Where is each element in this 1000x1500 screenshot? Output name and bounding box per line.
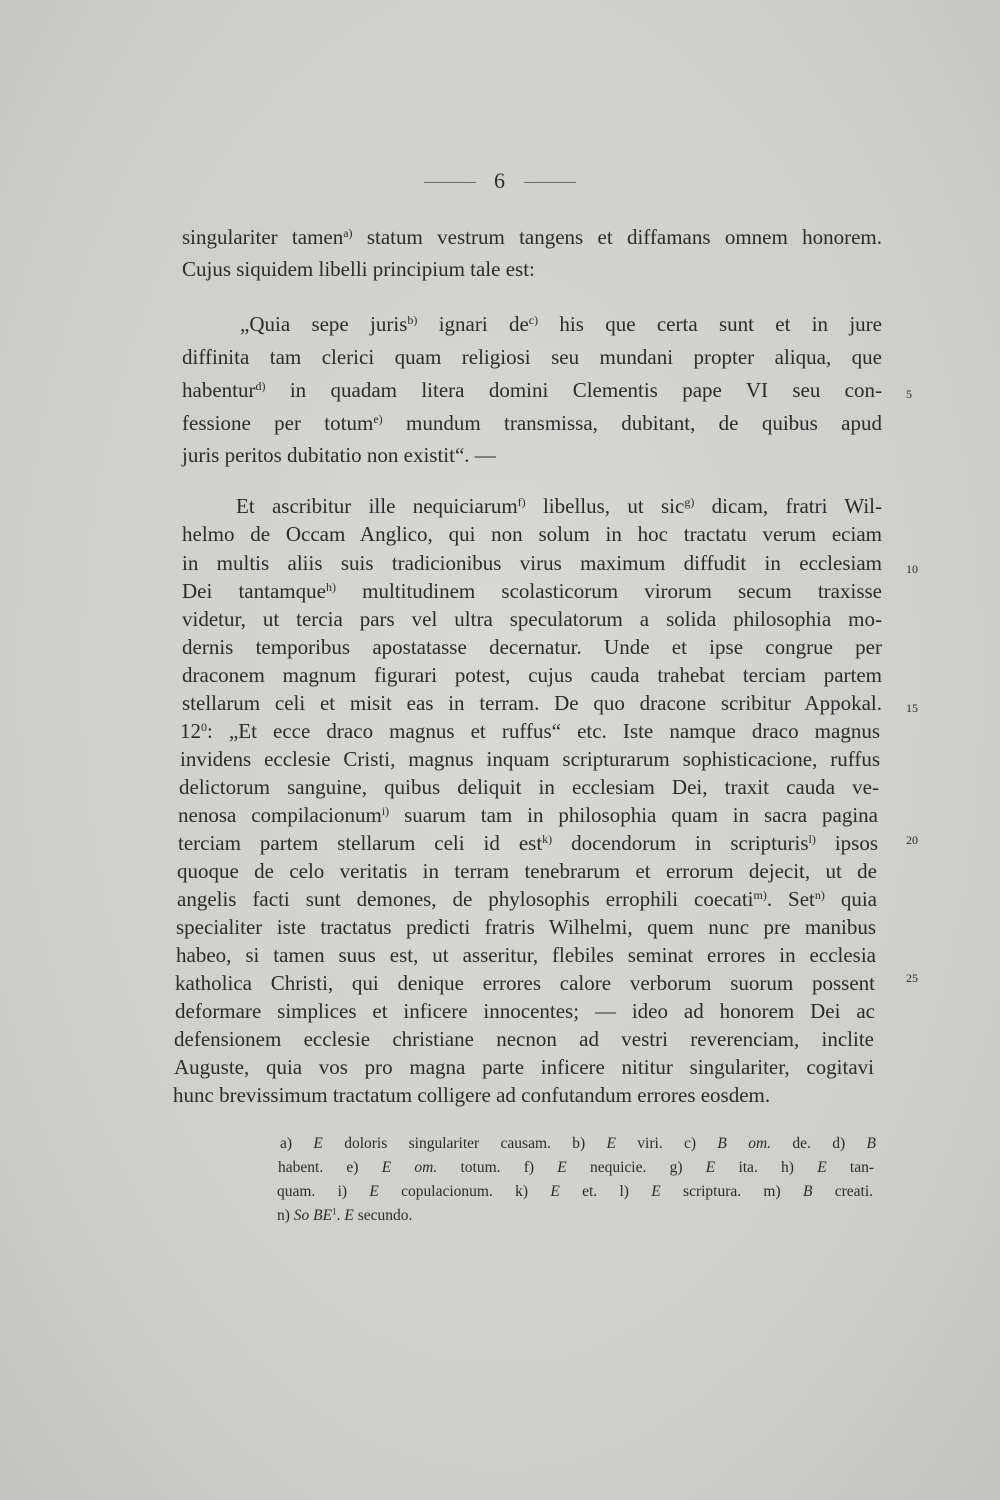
- text-run: in quadam litera domini Clementis pape VI seu con-: [265, 378, 882, 402]
- footnote-line: [277, 1180, 873, 1204]
- text-run: delictorum sanguine, quibus deliquit in ecclesiam Dei, traxit cauda ve-: [179, 775, 879, 799]
- text-run: suarum tam in philosophia quam in sacra pagina: [389, 803, 878, 827]
- text-line: [178, 800, 878, 830]
- text-run: „Quia sepe juris: [240, 312, 408, 336]
- text-run: scriptura. m): [660, 1183, 803, 1200]
- line-number: 20: [906, 833, 918, 847]
- header-rule-right: [524, 182, 576, 183]
- text-run: singulariter tamen: [182, 225, 344, 249]
- text-line: [182, 440, 882, 470]
- note-marker: f): [517, 494, 526, 509]
- text-line: [173, 1080, 873, 1110]
- text-line: [175, 968, 875, 998]
- text-run: statum vestrum tangens et diffamans omnem honorem.: [352, 225, 882, 249]
- siglum: E: [550, 1183, 560, 1200]
- note-marker: 1: [332, 1206, 337, 1217]
- text-run: juris peritos dubitatio non existit“. —: [182, 443, 496, 467]
- text-run: docendorum in scripturis: [552, 831, 809, 855]
- text-run: dicam, fratri Wil-: [694, 494, 883, 518]
- text-run: mundum transmissa, dubitant, de quibus apud: [382, 411, 883, 435]
- text-run: habent. e): [278, 1159, 382, 1176]
- text-run: stellarum celi et misit eas in terram. De quo dracone scribitur Appokal.: [182, 691, 882, 715]
- text-line: [177, 884, 877, 914]
- text-run: tan-: [826, 1159, 875, 1176]
- text-run: Dei tantamque: [182, 579, 326, 603]
- siglum: E: [557, 1159, 567, 1176]
- text-run: draconem magnum figurari potest, cujus cauda trahebat terciam partem: [182, 663, 882, 687]
- text-line: [236, 491, 882, 521]
- text-run: multitudinem scolasticorum virorum secum traxisse: [335, 579, 882, 603]
- text-run: nequicie. g): [566, 1159, 706, 1176]
- text-run: specialiter iste tractatus predicti fratris Wilhelmi, quem nunc pre manibus: [176, 915, 876, 939]
- line-number: 10: [906, 562, 918, 576]
- note-marker: b): [407, 312, 418, 327]
- text-line: [176, 912, 876, 942]
- note-marker: i): [381, 803, 390, 818]
- note-marker: g): [684, 494, 695, 509]
- text-line: [182, 576, 882, 606]
- text-run: quia: [824, 887, 878, 911]
- text-run: doloris singulariter causam. b): [322, 1135, 607, 1152]
- text-line: [182, 548, 882, 578]
- text-line: [182, 688, 882, 718]
- text-run: quam. i): [277, 1183, 370, 1200]
- text-run: videtur, ut tercia pars vel ultra speculatorum a solida philosophia mo-: [182, 607, 882, 631]
- text-run: secundo.: [353, 1207, 413, 1224]
- page-number: 6: [494, 168, 506, 193]
- text-line: [182, 519, 882, 549]
- note-marker: c): [528, 312, 539, 327]
- note-marker: m): [753, 887, 767, 902]
- text-line: [182, 604, 882, 634]
- line-number: 15: [906, 701, 918, 715]
- text-run: dernis temporibus apostatasse decernatur. Unde et ipse congrue per: [182, 635, 882, 659]
- text-line: [174, 1052, 874, 1082]
- text-run: totum. f): [437, 1159, 558, 1176]
- text-run: katholica Christi, qui denique errores calore verborum suorum possent: [175, 971, 875, 995]
- text-run: ita. h): [715, 1159, 818, 1176]
- siglum: B om.: [717, 1135, 772, 1152]
- text-line: [240, 309, 882, 339]
- page-header: [0, 168, 1000, 194]
- text-run: his que certa sunt et in jure: [538, 312, 882, 336]
- text-run: copulacionum. k): [378, 1183, 551, 1200]
- text-line: [174, 1024, 874, 1054]
- text-run: angelis facti sunt demones, de phylosophis errophili coecati: [177, 887, 754, 911]
- siglum: E: [705, 1159, 716, 1176]
- text-run: .: [336, 1207, 345, 1224]
- text-run: habeo, si tamen suus est, ut asseritur, flebiles seminat errores in ecclesia: [176, 943, 876, 967]
- header-rule-left: [424, 182, 476, 183]
- text-run: habentur: [182, 378, 256, 402]
- text-run: . Set: [766, 887, 815, 911]
- text-run: terciam partem stellarum celi id est: [178, 831, 543, 855]
- text-line: [180, 744, 880, 774]
- text-run: 12: [180, 719, 201, 743]
- footnote-line: [277, 1204, 873, 1228]
- text-run: ipsos: [815, 831, 878, 855]
- note-marker: h): [325, 579, 336, 594]
- text-line: [179, 772, 879, 802]
- note-marker: d): [255, 378, 266, 393]
- text-line: [180, 716, 880, 746]
- line-number: 25: [906, 971, 918, 985]
- siglum: E: [606, 1135, 616, 1152]
- line-number: 5: [906, 387, 912, 401]
- text-run: de. d): [771, 1135, 867, 1152]
- siglum: E: [817, 1159, 827, 1176]
- text-run: libellus, ut sic: [525, 494, 685, 518]
- text-run: fessione per totum: [182, 411, 374, 435]
- siglum: E: [369, 1183, 379, 1200]
- text-line: [182, 408, 882, 438]
- text-run: n): [277, 1207, 294, 1224]
- text-run: hunc brevissimum tractatum colligere ad confutandum errores eosdem.: [173, 1083, 771, 1107]
- note-marker: a): [343, 225, 353, 240]
- text-run: diffinita tam clerici quam religiosi seu mundani propter aliqua, que: [182, 345, 882, 369]
- note-marker: l): [808, 831, 816, 846]
- text-run: : „Et ecce draco magnus et ruffus“ etc. Iste namque draco magnus: [207, 719, 880, 743]
- text-run: Et ascribitur ille nequiciarum: [236, 494, 518, 518]
- text-line: [182, 660, 882, 690]
- text-line: [177, 856, 877, 886]
- text-run: Auguste, quia vos pro magna parte inficere nititur singulariter, cogitavi: [174, 1055, 874, 1079]
- text-run: helmo de Occam Anglico, qui non solum in hoc tractatu verum eciam: [182, 522, 882, 546]
- text-line: [182, 222, 882, 252]
- text-run: creati.: [812, 1183, 874, 1200]
- text-run: et. l): [559, 1183, 652, 1200]
- text-run: viri. c): [615, 1135, 718, 1152]
- text-line: [175, 996, 875, 1026]
- siglum: E: [313, 1135, 323, 1152]
- text-run: a): [280, 1135, 314, 1152]
- siglum: B: [802, 1183, 813, 1200]
- text-line: [182, 342, 882, 372]
- text-run: quoque de celo veritatis in terram tenebrarum et errorum dejecit, ut de: [177, 859, 877, 883]
- text-run: ignari de: [417, 312, 529, 336]
- text-run: nenosa compilacionum: [178, 803, 382, 827]
- text-line: [182, 375, 882, 405]
- text-run: in multis aliis suis tradicionibus virus maximum diffudit in ecclesiam: [182, 551, 882, 575]
- note-marker: n): [814, 887, 825, 902]
- siglum: So BE: [293, 1207, 333, 1224]
- footnote-line: [280, 1132, 876, 1156]
- siglum: E: [344, 1207, 354, 1224]
- siglum: B: [866, 1135, 876, 1152]
- siglum: E: [651, 1183, 661, 1200]
- text-line: [182, 632, 882, 662]
- text-line: [182, 254, 882, 284]
- text-line: [176, 940, 876, 970]
- text-run: defensionem ecclesie christiane necnon ad vestri reverenciam, inclite: [174, 1027, 874, 1051]
- text-run: Cujus siquidem libelli principium tale est:: [182, 257, 535, 281]
- note-marker: k): [542, 831, 553, 846]
- siglum: E om.: [381, 1159, 438, 1176]
- footnote-line: [278, 1156, 874, 1180]
- text-run: deformare simplices et inficere innocentes; — ideo ad honorem Dei ac: [175, 999, 875, 1023]
- note-marker: 0: [201, 719, 207, 734]
- note-marker: e): [373, 411, 383, 426]
- text-run: invidens ecclesie Cristi, magnus inquam scripturarum sophisticacione, ruffus: [180, 747, 880, 771]
- text-line: [178, 828, 878, 858]
